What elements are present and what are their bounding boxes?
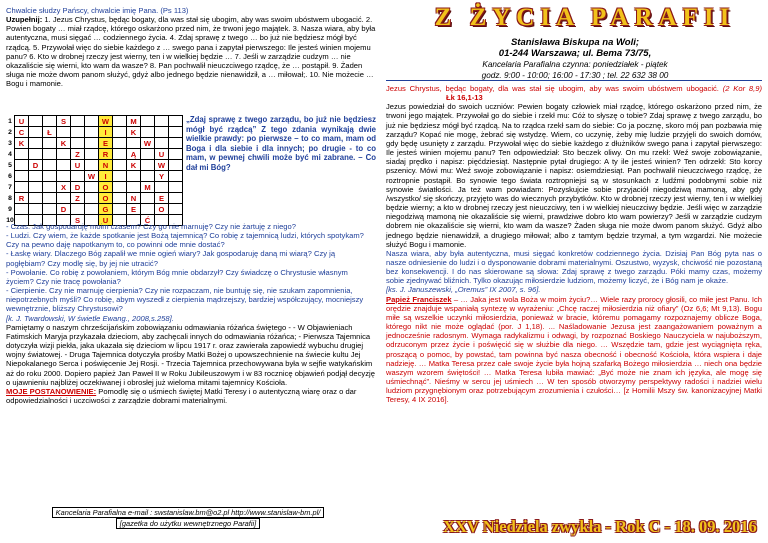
- crossword-cell[interactable]: D: [71, 182, 85, 193]
- crossword-row: [6, 149, 183, 160]
- crossword-row: [6, 138, 183, 149]
- office-contact[interactable]: Kancelaria Parafialna e-mail : swstanislaw.bm@o2.pl http://www.stanislaw-bm.pl/: [52, 507, 325, 518]
- newsletter-logo: Z ŻYCIA PARAFII: [434, 4, 736, 31]
- gospel-text: Jezus powiedział do swoich uczniów: Pewien bogaty człowiek miał rządcę, którego oskarżono przed nim, że trwoni jego majątek. Przywołał go do siebie i rzekł mu: Cóż to słyszę o tobie? Zdaj sprawę z twego zarządu, bo już nie będziesz mógł być rządcą. Na to rządca rzekł sam do siebie: Co ja pocznę, skoro mój pan pozbawia mię zarządu? Kopać nie mogę, żebrać się wstydzę. Wiem, co uczynię, żeby mię ludzie przyjęli do swoich domów, gdy będę usunięty z zarządu. Przywołał więc do siebie każdego z dłużników swego pana i zapytał pierwszego: Ile jesteś winien mojemu panu? Ten odpowiedział: Sto beczek oliwy. On mu rzekł: Weź swoje zobowiązanie, siadaj prędko i napisz: pięćdziesiąt. Następnie pytał drugiego: A ty ile jesteś winien? Ten odrzekł: Sto korcy pszenicy. Mówi mu: Weź swoje zobowiązanie i napisz: osiemdziesiąt. Pan pochwalił nieuczciwego rządcę, że roztropnie postąpił. Bo synowie tego świata roztropniejsi są w stosunkach z ludźmi podobnymi sobie niż synowie światłości. Ja też wam powiadam: Pozyskujcie sobie przyjaciół niegodziwą mamoną, aby gdy /wszystko/ się skończy, przyjęto was do wiecznych przybytków. Kto w drobnej rzeczy jest wierny, ten i w wielkiej będzie wierny; a kto w drobnej rzeczy jest nieuczciwy, ten i w wielkiej nieuczciwy będzie. Jeśli więc w zarządzie niegodziwą mamoną nie okazaliście się wierni, prawdziwe dobro kto wam powierzy? Jeśli w zarządzie cudzym dobrem nie okazaliście się wierni, kto wam da wasze? Żaden sługa nie może dwom panom służyć. Gdyż albo jednego będzie nienawidził, a drugiego miłował; albo z tamtym będzie trzymał, a tym wzgardzi. Nie możecie służyć Bogu i mamonie.: [386, 102, 762, 249]
- crossword-row-number: 10: [6, 216, 14, 224]
- crossword-cell[interactable]: [85, 193, 99, 204]
- crossword-cell[interactable]: [15, 149, 29, 160]
- fill-in-exercise: [6, 15, 376, 88]
- crossword-cell[interactable]: [71, 171, 85, 182]
- crossword-cell[interactable]: N: [99, 160, 113, 171]
- crossword-row: [6, 182, 183, 193]
- crossword-row-number: 3: [8, 139, 12, 147]
- crossword-cell[interactable]: [71, 204, 85, 215]
- crossword-cell[interactable]: X: [57, 182, 71, 193]
- crossword-cell[interactable]: [141, 116, 155, 127]
- internal-use-note: [gazetka do użytku wewnętrznego Parafii]: [116, 518, 260, 529]
- crossword-cell[interactable]: [85, 116, 99, 127]
- gospel-intro-ref: (2 Kor 8,9): [722, 84, 762, 93]
- crossword-cell[interactable]: Ć: [141, 215, 155, 226]
- crossword-row: [6, 127, 183, 138]
- crossword-cell[interactable]: [155, 182, 169, 193]
- crossword-cell[interactable]: [85, 138, 99, 149]
- crossword-cell[interactable]: [43, 171, 57, 182]
- crossword-cell[interactable]: W: [155, 160, 169, 171]
- crossword-cell[interactable]: [155, 138, 169, 149]
- crossword-cell[interactable]: R: [15, 193, 29, 204]
- crossword-cell[interactable]: [29, 204, 43, 215]
- crossword-cell[interactable]: [85, 149, 99, 160]
- crossword-cell[interactable]: [43, 182, 57, 193]
- crossword-row-number: 1: [8, 117, 12, 125]
- czas-paragraph: - Czas. Jak gospodaruję moim czasem? Czy go nie marnuję? Czy nie żartuję z niego?: [6, 222, 296, 231]
- citation: [k. J. Twardowski, W świetle Ewang., 2008,s.258].: [6, 313, 174, 323]
- pope-label: Papież Franciszek: [386, 294, 452, 304]
- crossword-cell[interactable]: E: [127, 204, 141, 215]
- crossword-cell[interactable]: [127, 182, 141, 193]
- crossword-cell[interactable]: [169, 193, 183, 204]
- crossword-cell[interactable]: [141, 171, 155, 182]
- crossword-cell[interactable]: [29, 116, 43, 127]
- crossword-cell[interactable]: [43, 160, 57, 171]
- crossword-cell[interactable]: [43, 149, 57, 160]
- crossword-cell[interactable]: [29, 149, 43, 160]
- crossword-cell[interactable]: [169, 171, 183, 182]
- crossword-row: [6, 193, 183, 204]
- crossword-cell[interactable]: [113, 193, 127, 204]
- laske-paragraph: - Łaskę wiary. Dlaczego Bóg zapalił we mnie ogień wiary? Jak gospodaruję daną mi wiarą? Czy ją pogłębiam? Czy modlę się, by jej nie utracić?: [6, 249, 336, 268]
- crossword-row-number: 6: [8, 172, 12, 180]
- crossword-cell[interactable]: [43, 138, 57, 149]
- crossword-cell[interactable]: U: [99, 215, 113, 226]
- crossword-cell[interactable]: [85, 204, 99, 215]
- crossword-cell[interactable]: D: [57, 204, 71, 215]
- crossword-cell[interactable]: [57, 160, 71, 171]
- crossword-cell[interactable]: E: [99, 138, 113, 149]
- crossword-cell[interactable]: [169, 127, 183, 138]
- crossword-side-text: „Zdaj sprawę z twego zarządu, bo już nie będziesz mógł być rządcą” Z tego zdania wynikają dwie wielkie prawdy: po pierwsze – to co mam, mam od Boga i dla siebie i dla innych; po drugie - to co mam, w pewnej chwili może być mi zabrane. – Co dał mi Bóg?: [186, 115, 376, 172]
- left-column: [6, 6, 376, 88]
- left-footer: [28, 507, 348, 529]
- gospel-ref: Łk 16,1-13: [446, 93, 483, 103]
- rosary-paragraph: Pamiętamy o naszym chrześcijańskim zobowiązaniu odmawiania różańca świętego - - W Objawieniach Fatimskich Maryja przykazała dzieciom, aby zachęcali innych do odmawiania różańca; - Pierwsza Tajemnica dotyczyła wizji piekła, jaka ukazała się dzieciom w lipcu 1917 r. oraz zawierała zapowiedź wybuchu drugiej wojny światowej. - Druga Tajemnica dotyczyła prośby Matki Bożej o upowszechnienie na świecie kultu Jej Niepokalanego Serca i poświęcenie Jej Rosji. - Trzecia Tajemnica przechowywana była w sejfie watykańskim aż do roku 2000. Dopiero papież Jan Paweł II w Roku Jubileuszowym i w 83 rocznicę objawień podjął decyzję o ujawnieniu najbliżej oczekiwanej i obrosłej już wieloma mitami tajemnicy Kościoła.: [6, 322, 375, 387]
- parish-header: [480, 37, 670, 81]
- crossword-row: [6, 171, 183, 182]
- header-divider: [386, 80, 762, 81]
- crossword-cell[interactable]: K: [127, 127, 141, 138]
- crossword-cell[interactable]: Z: [71, 149, 85, 160]
- crossword-row-number: 5: [8, 161, 12, 169]
- commentary: Nasza wiara, aby była autentyczna, musi sięgać konkretów codziennego życia. Dzisiaj Pan Bóg pyta nas o nasze odniesienie do ludzi i o dysponowanie dobrami materialnymi. Oszustwo, wyzysk, chciwość nie pozostaną bez konsekwencji. I do nas skierowane są słowa: Zdaj sprawę z twego zarządu. Póki mamy czas, możemy sobie zjednywać bliźnich. Tylko okazując miłosierdzie ludziom, możemy liczyć, że i Bóg nam je okaże.: [386, 248, 762, 286]
- crossword-cell[interactable]: [15, 171, 29, 182]
- crossword-cell[interactable]: [29, 138, 43, 149]
- crossword-cell[interactable]: [43, 116, 57, 127]
- crossword-cell[interactable]: K: [15, 138, 29, 149]
- ludzi-paragraph: - Ludzi. Czy wiem, że każde spotkanie jest Bożą tajemnicą? Co robię z tajemnicą ludzi, których spotykam? Czy na pewno daję napotkanym to, co powinni ode mnie dostać?: [6, 231, 364, 250]
- crossword-cell[interactable]: [71, 127, 85, 138]
- crossword-cell[interactable]: D: [29, 160, 43, 171]
- gospel-intro: Jezus Chrystus, będąc bogaty, dla was stał się ubogim, aby was swoim ubóstwem ubogacić.: [386, 84, 719, 93]
- crossword-cell[interactable]: [57, 193, 71, 204]
- resolution-label: MOJE POSTANOWIENIE:: [6, 386, 97, 396]
- crossword-row: [6, 204, 183, 215]
- crossword-cell[interactable]: I: [99, 171, 113, 182]
- crossword-row-number: 2: [8, 128, 12, 136]
- crossword-cell[interactable]: [15, 182, 29, 193]
- crossword-cell[interactable]: O: [99, 193, 113, 204]
- commentary-citation: [ks. J. Januszewski, „Oremus” IX 2007, s. 96].: [386, 285, 541, 295]
- crossword-cell[interactable]: [29, 182, 43, 193]
- crossword-cell[interactable]: [43, 193, 57, 204]
- crossword-cell[interactable]: [113, 116, 127, 127]
- crossword-cell[interactable]: [141, 149, 155, 160]
- crossword-cell[interactable]: U: [15, 116, 29, 127]
- crossword-cell[interactable]: [113, 127, 127, 138]
- resolution-paragraph: [6, 387, 376, 405]
- crossword-cell[interactable]: W: [141, 138, 155, 149]
- crossword-cell[interactable]: W: [85, 171, 99, 182]
- crossword-cell[interactable]: [113, 182, 127, 193]
- pope-quote: [386, 295, 762, 405]
- crossword-row-number: 8: [8, 194, 12, 202]
- parish-name: Stanisława Biskupa na Woli;: [510, 37, 640, 48]
- crossword-row-number: 7: [8, 183, 12, 191]
- crossword-cell[interactable]: [169, 149, 183, 160]
- crossword-cell[interactable]: [29, 171, 43, 182]
- crossword-cell[interactable]: [113, 138, 127, 149]
- crossword-cell[interactable]: R: [99, 149, 113, 160]
- crossword-cell[interactable]: [141, 127, 155, 138]
- crossword-cell[interactable]: O: [99, 182, 113, 193]
- office-hours-label: Kancelaria Parafialna czynna: poniedziałek - piątek: [482, 60, 668, 69]
- crossword-cell[interactable]: M: [127, 116, 141, 127]
- crossword-cell[interactable]: [57, 127, 71, 138]
- crossword-cell[interactable]: [141, 204, 155, 215]
- fill-in-text: 1. Jezus Chrystus, będąc bogaty, dla was stał się ubogim, aby was swoim ubóstwem ubogacić. 2. Powien bogaty … miał rządcę, którego oskarżono przed nim, że trwoni jego majątek. 3. Nasza wiara, aby była autentyczna, musi sięgać … codziennego życia. 4. Zdaj sprawę z twego … bo już nie będziesz mógł być rządcą. 5. Przywołał więc do siebie każdego z … swego pana i zapytał pierwszego: Ile jesteś winien mojemu panu? 6. Kto w drobnej rzeczy jest wierny, ten i w wielkiej będzie … 7. Jeśli w zarządzie cudzym … nie okazaliście się wierni, kto wam da wasze? 8. Pan pochwalił nieuczciwego rządcę, że … postąpił. 9. Żaden sługa nie może dwom panom służyć, gdyż albo jednego będzie nienawidził, a … miłował;. 10. Nie możecie … Bogu i mamonie.: [6, 15, 376, 89]
- parish-address: 01-244 Warszawa; ul. Bema 73/75,: [498, 48, 652, 59]
- crossword-cell[interactable]: S: [57, 116, 71, 127]
- right-column: [386, 84, 762, 404]
- crossword-cell[interactable]: [29, 127, 43, 138]
- crossword-cell[interactable]: [57, 171, 71, 182]
- crossword-cell[interactable]: S: [71, 215, 85, 226]
- crossword-cell[interactable]: [155, 116, 169, 127]
- crossword-cell[interactable]: W: [99, 116, 113, 127]
- crossword-cell[interactable]: E: [155, 193, 169, 204]
- crossword-cell[interactable]: U: [155, 149, 169, 160]
- crossword-cell[interactable]: U: [71, 160, 85, 171]
- crossword-grid: [6, 115, 183, 226]
- crossword-row-number: 4: [8, 150, 12, 158]
- crossword-cell[interactable]: [127, 171, 141, 182]
- crossword-cell[interactable]: [113, 160, 127, 171]
- crossword-cell[interactable]: [155, 127, 169, 138]
- crossword-cell[interactable]: Z: [71, 193, 85, 204]
- crossword-cell[interactable]: N: [127, 193, 141, 204]
- crossword-cell[interactable]: [43, 204, 57, 215]
- crossword-cell[interactable]: [85, 160, 99, 171]
- crossword-cell[interactable]: I: [99, 127, 113, 138]
- sunday-title: XXV Niedziela zwykła - Rok C - 18. 09. 2016: [443, 517, 757, 536]
- crossword-cell[interactable]: C: [15, 127, 29, 138]
- crossword-cell[interactable]: [169, 160, 183, 171]
- crossword-cell[interactable]: [15, 160, 29, 171]
- crossword-cell[interactable]: [57, 149, 71, 160]
- office-hours: godz. 9:00 - 10:00; 16:00 - 17:30 ; tel. 22 632 38 00: [481, 71, 669, 80]
- crossword-cell[interactable]: [113, 149, 127, 160]
- crossword-cell[interactable]: [141, 160, 155, 171]
- crossword-cell[interactable]: Ą: [127, 149, 141, 160]
- crossword-cell[interactable]: [113, 204, 127, 215]
- crossword-cell[interactable]: K: [57, 138, 71, 149]
- crossword-row: [6, 160, 183, 171]
- crossword-cell[interactable]: [141, 193, 155, 204]
- crossword-cell[interactable]: K: [127, 160, 141, 171]
- resolution-text: Pomodlę się o uśmiech świętej Matki Teresy i o autentyczną wiarę oraz o dar odpowiedzialności i uczciwości z zarządzie dobrami materialnymi.: [6, 386, 357, 405]
- crossword-cell[interactable]: [71, 138, 85, 149]
- crossword-cell[interactable]: M: [141, 182, 155, 193]
- psalm-intro: Chwalcie słudzy Pańscy, chwalcie imię Pana. (Ps 113): [6, 6, 189, 15]
- crossword-cell[interactable]: Y: [155, 171, 169, 182]
- cierpienie-paragraph: - Cierpienie. Czy nie marnuję cierpienia? Czy nie rozpaczam, nie buntuję się, nie szukam zapomnienia, niepotrzebnych myśli? Co robię, abym wyszedł z cierpienia mądrzejszy, bardziej współczujący, mocniejszy wewnętrznie, bliższy Chrystusowi?: [6, 286, 364, 314]
- crossword-row-number: 9: [8, 205, 12, 213]
- left-column-lower: [6, 222, 376, 405]
- crossword-cell[interactable]: [71, 116, 85, 127]
- crossword-cell[interactable]: [169, 116, 183, 127]
- crossword-cell[interactable]: G: [99, 204, 113, 215]
- crossword-cell[interactable]: [85, 127, 99, 138]
- powolanie-paragraph: - Powołanie. Co robię z powołaniem, którym Bóg mnie obdarzył? Czy świadczę o Chrystusie własnym życiem? Czy nie tracę powołania?: [6, 267, 348, 286]
- crossword-row: [6, 116, 183, 127]
- crossword-cell[interactable]: O: [155, 204, 169, 215]
- crossword-cell[interactable]: [169, 138, 183, 149]
- crossword-cell[interactable]: [15, 204, 29, 215]
- crossword-cell[interactable]: [113, 171, 127, 182]
- crossword-cell[interactable]: Ł: [43, 127, 57, 138]
- crossword-cell[interactable]: [29, 193, 43, 204]
- pope-text: – … Jaka jest wola Boża w moim życiu?… Wiele razy prorocy głosili, co miłe jest Panu. Ich orędzie znajduje wspaniałą syntezę w wyrażeniu: „Chcę raczej miłosierdzia niż ofiary” (Oz 6,6; Mt 9,13). Bogu miłe są wszelkie uczynki miłosierdzia, ponieważ w bracie, któremu pomagamy rozpoznajemy oblicze Boga, którego nikt nie może oglądać (por. J 1,18). ... Naśladowanie Jezusa jest zaangażowaniem poważnym a jednocześnie radosnym. Wymaga radykalizmu i odwagi, by rozpoznać Boskiego Nauczyciela w najuboższym, odrzuconym przez życie i poświęcić się w służbie dla niego. … Wszędzie tam, gdzie jest wyciągnięta ręka, proszącą o pomoc, by powstać, tam powinna być nasza obecność i obecność Kościoła, która wspiera i daje nadzieję. … Matka Teresa przez całe swoje życie była hojną szafarką Bożego miłosierdzia … niech ona będzie waszym wzorem świętości! … Matka Teresa lubiła mawiać: „Być może nie znam ich języka, ale mogę się uśmiechnąć”. Nieśmy w sercu jej uśmiech … W ten sposób otworzymy perspektywy radości i nadziei wielu ludziom przygnębionym oraz potrzebującym zrozumienia i czułości… [z Homilii Mszy św. kanonizacyjnej Matki Teresy, 4 IX 2016].: [386, 294, 762, 405]
- crossword-cell[interactable]: [127, 138, 141, 149]
- crossword-cell[interactable]: [169, 204, 183, 215]
- crossword-cell[interactable]: [85, 182, 99, 193]
- crossword-cell[interactable]: [169, 182, 183, 193]
- fill-in-label: Uzupełnij:: [6, 15, 45, 25]
